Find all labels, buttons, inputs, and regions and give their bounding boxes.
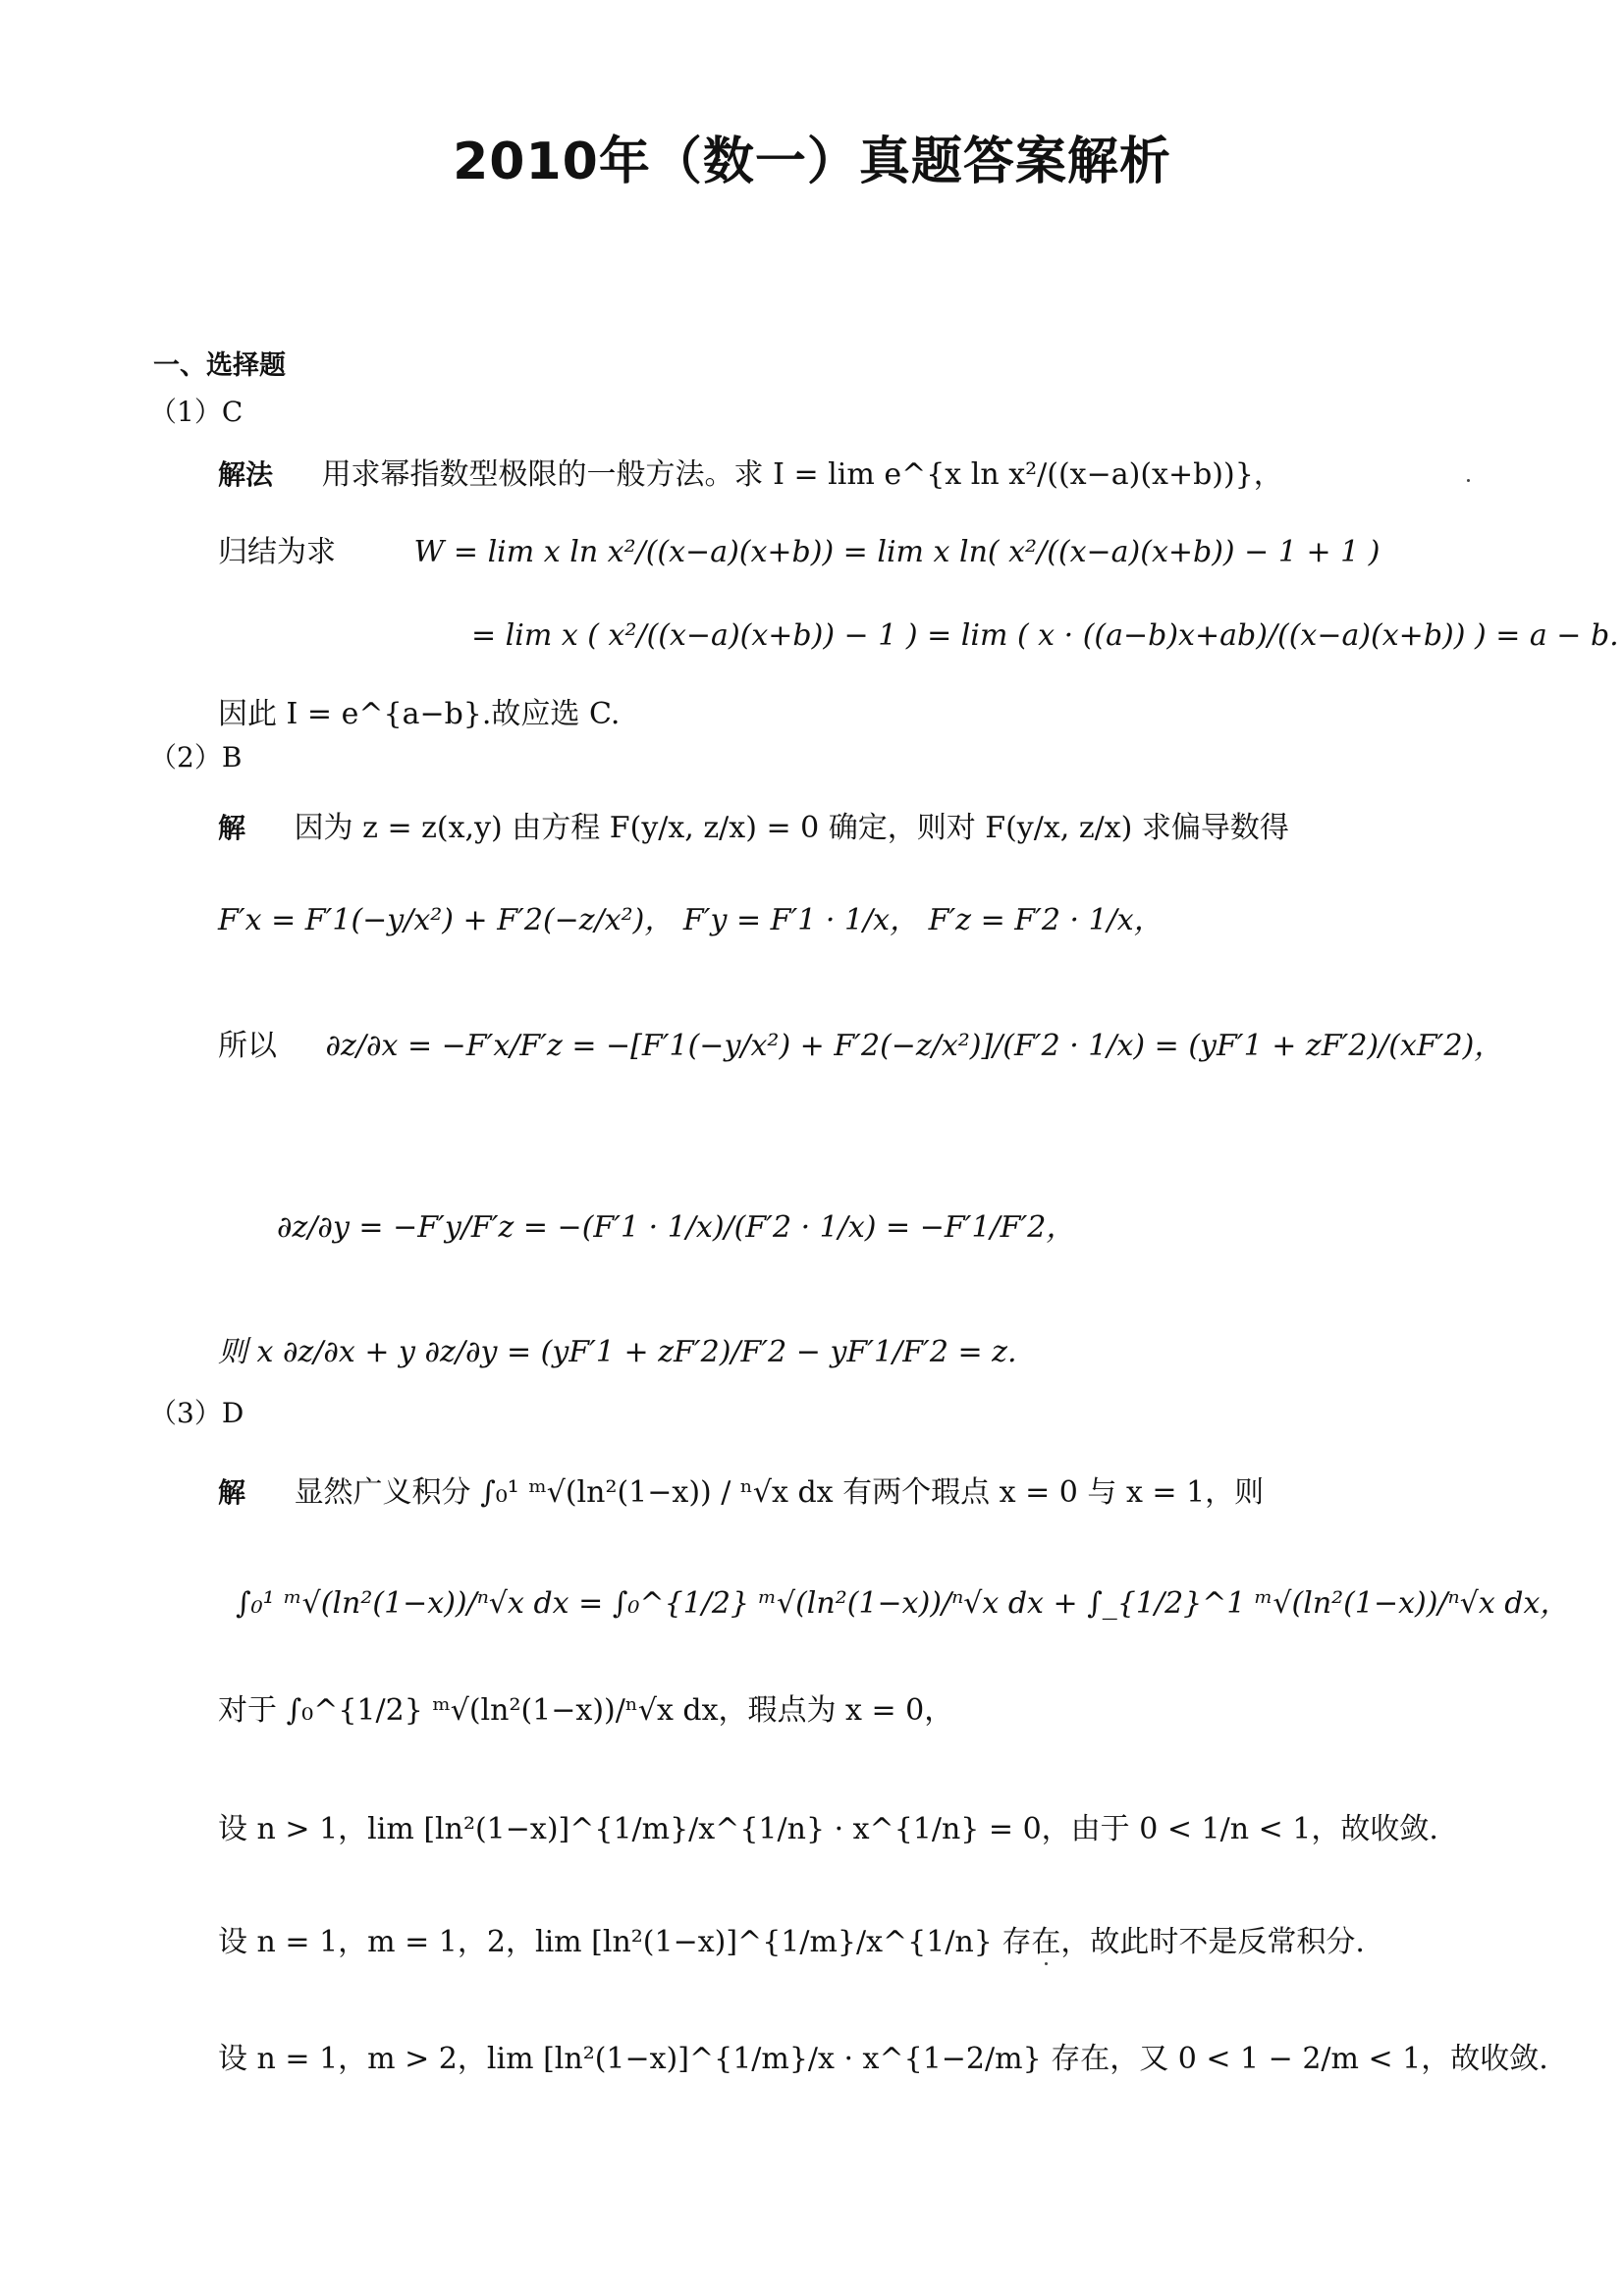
- q1-answer: （1）C: [149, 396, 244, 428]
- q1-reduce-line: [218, 527, 1380, 570]
- q2-answer: （2）B: [149, 741, 243, 774]
- q3-answer: （3）D: [149, 1397, 244, 1429]
- q2-partials: F′x = F′1(−y/x²) + F′2(−z/x²)， F′y = F′1 · 1/x， F′z = F′2 · 1/x，: [218, 903, 1164, 937]
- q3-case3: 设 n = 1，m > 2，lim [ln²(1−x)]^{1/m}/x · x^{1−2/m} 存在，又 0 < 1 − 2/m < 1，故收敛.: [218, 2042, 1548, 2076]
- q2-dzdx: ∂z/∂x = −F′x/F′z = −[F′1(−y/x²) + F′2(−z/x²)]/(F′2 · 1/x) = (yF′1 + zF′2)/(xF′2)，: [325, 1029, 1504, 1063]
- q2-result: 则 x ∂z/∂x + y ∂z/∂y = (yF′1 + zF′2)/F′2 − yF′1/F′2 = z.: [218, 1335, 1017, 1369]
- q3-case2: 设 n = 1，m = 1，2，lim [ln²(1−x)]^{1/m}/x^{1/n} 存在，故此时不是反常积分.: [218, 1925, 1365, 1959]
- q1-intro-text: 用求幂指数型极限的一般方法。求 I = lim e^{x ln x²/((x−a)(x+b))}，: [321, 457, 1283, 492]
- q1-intro-line: [218, 450, 1283, 493]
- q1-reduce-label: 归结为求: [218, 535, 336, 569]
- q3-solution-label: 解: [218, 1476, 246, 1509]
- q1-conclusion: 因此 I = e^{a−b}.故应选 C.: [218, 697, 621, 731]
- q3-intro-line: [218, 1468, 1264, 1511]
- q3-case1: 设 n > 1，lim [ln²(1−x)]^{1/m}/x^{1/n} · x^{1/n} = 0，由于 0 < 1/n < 1，故收敛.: [218, 1812, 1438, 1846]
- q2-dzdy: ∂z/∂y = −F′y/F′z = −(F′1 · 1/x)/(F′2 · 1/x) = −F′1/F′2，: [277, 1210, 1076, 1245]
- q3-intro-text: 显然广义积分 ∫₀¹ ᵐ√(ln²(1−x)) / ⁿ√x dx 有两个瑕点 x = 0 与 x = 1，则: [294, 1475, 1265, 1510]
- q2-intro-line: [218, 803, 1289, 846]
- q2-intro-text: 因为 z = z(x,y) 由方程 F(y/x, z/x) = 0 确定，则对 F(y/x, z/x) 求偏导数得: [294, 811, 1289, 845]
- q3-split: ∫₀¹ ᵐ√(ln²(1−x))/ⁿ√x dx = ∫₀^{1/2} ᵐ√(ln²(1−x))/ⁿ√x dx + ∫_{1/2}^1 ᵐ√(ln²(1−x))/ⁿ√x dx，: [236, 1586, 1570, 1621]
- scan-speck: [1045, 1962, 1048, 1965]
- q3-for-part: 对于 ∫₀^{1/2} ᵐ√(ln²(1−x))/ⁿ√x dx，瑕点为 x = 0，: [218, 1693, 954, 1728]
- q2-solution-label: 解: [218, 812, 246, 844]
- q2-so-label: 所以: [218, 1029, 277, 1063]
- q1-eq2: = lim x ( x²/((x−a)(x+b)) − 1 ) = lim ( x · ((a−b)x+ab)/((x−a)(x+b)) ) = a − b.: [471, 618, 1619, 653]
- section-heading: 一、选择题: [153, 350, 286, 381]
- q2-dzdx-line: [218, 1021, 1503, 1064]
- page-title: 2010年（数一）真题答案解析: [453, 133, 1171, 191]
- q1-eq1: W = lim x ln x²/((x−a)(x+b)) = lim x ln( x²/((x−a)(x+b)) − 1 + 1 ): [413, 535, 1380, 569]
- q1-method-label: 解法: [218, 458, 274, 491]
- scan-speck: [1467, 479, 1470, 482]
